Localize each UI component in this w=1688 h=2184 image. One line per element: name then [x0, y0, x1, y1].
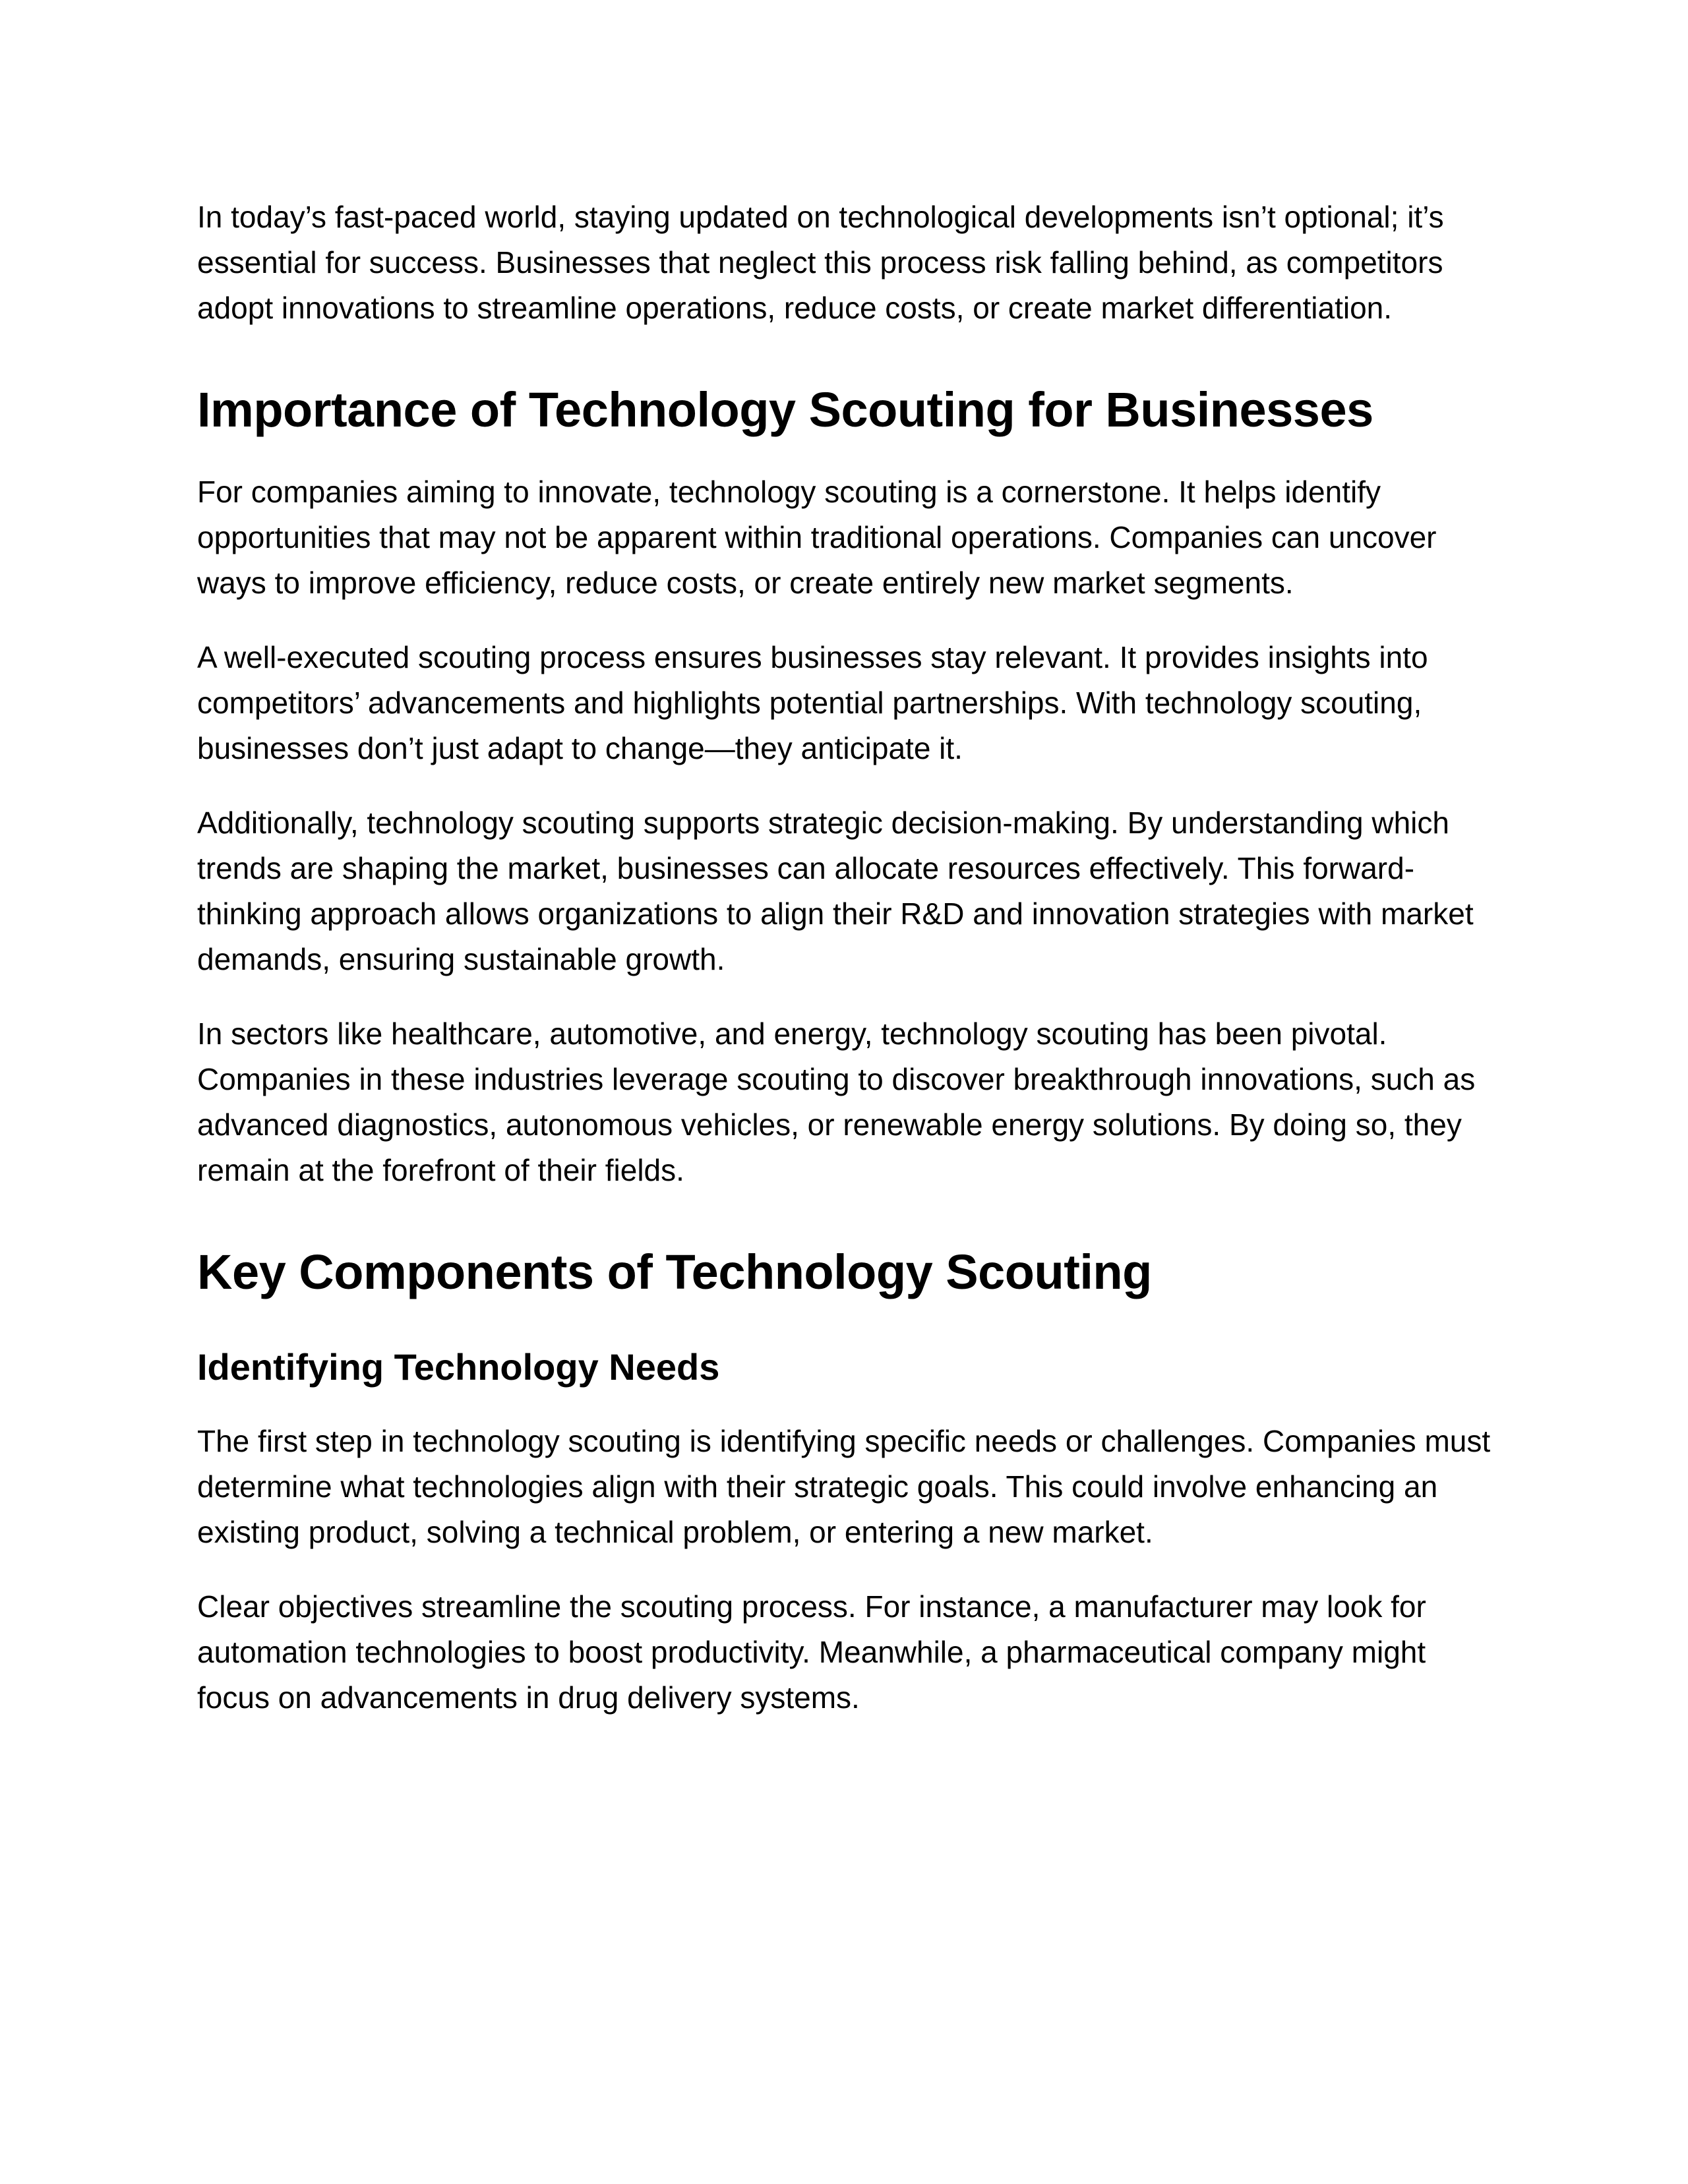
importance-paragraph-3: Additionally, technology scouting supports strategic decision-making. By understanding which trends are shaping the market, businesses can allocate resources effectively. This forward-thinking approach allows organizations to align their R&D and innovation strategies with market demands, ensuring sustainable growth. [197, 806, 1474, 976]
subheading-identifying-needs: Identifying Technology Needs [197, 1346, 720, 1388]
importance-paragraph-1: For companies aiming to innovate, technology scouting is a cornerstone. It helps identify opportunities that may not be apparent within traditional operations. Companies can uncover ways to improve efficiency, reduce costs, or create entirely new market segments. [197, 475, 1437, 600]
document-page [197, 194, 1503, 1750]
importance-paragraph-2: A well-executed scouting process ensures businesses stay relevant. It provides insights into competitors’ advancements and highlights potential partnerships. With technology scouting, businesses don’t just adapt to change—they anticipate it. [197, 640, 1428, 765]
components-paragraph-1: The first step in technology scouting is identifying specific needs or challenges. Companies must determine what technologies align with their strategic goals. This could involve enhancing an existing product, solving a technical problem, or entering a new market. [197, 1424, 1491, 1549]
importance-paragraph-4: In sectors like healthcare, automotive, and energy, technology scouting has been pivotal. Companies in these industries leverage scouting to discover breakthrough innovations, such as advanced diagnostics, autonomous vehicles, or renewable energy solutions. By doing so, they remain at the forefront of their fields. [197, 1017, 1476, 1187]
intro-paragraph: In today’s fast-paced world, staying updated on technological developments isn’t optional; it’s essential for success. Businesses that neglect this process risk falling behind, as competitors adopt innovations to streamline operations, reduce costs, or create market differentiation. [197, 200, 1444, 325]
section-heading-importance: Importance of Technology Scouting for Businesses [197, 382, 1373, 437]
components-paragraph-2: Clear objectives streamline the scouting process. For instance, a manufacturer may look for automation technologies to boost productivity. Meanwhile, a pharmaceutical company might focus on advancements in drug delivery systems. [197, 1589, 1426, 1715]
section-heading-components: Key Components of Technology Scouting [197, 1245, 1152, 1299]
